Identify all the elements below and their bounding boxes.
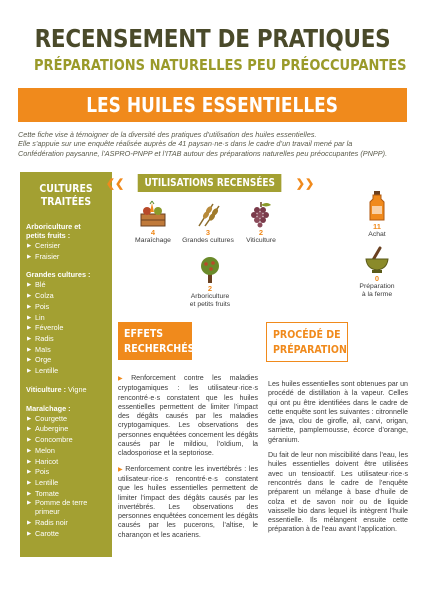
page-title: RECENSEMENT DE PRATIQUES (34, 24, 391, 53)
label-achat: Achat (368, 231, 386, 238)
usage-preparation (348, 246, 406, 300)
list-item: ▶ Féverole (26, 323, 106, 334)
label-grandes: Grandes cultures (182, 237, 234, 244)
count-arbo: 2 (207, 284, 213, 293)
usage-arboriculture (180, 256, 240, 310)
list-item: ▶ Lin (26, 313, 106, 324)
sidebar-heading: CULTURES TRAITÉES (39, 182, 93, 208)
cultures-sidebar (20, 172, 112, 557)
list-item: ▶ Maïs (26, 345, 106, 356)
bullet-arrow-icon: ▶ (118, 466, 124, 473)
list-item: ▶ Colza (26, 291, 106, 302)
list-item: ▶ Aubergine (26, 424, 106, 435)
effets-heading: EFFETS RECHERCHÉS (118, 322, 192, 360)
list-item: ▶ Radis (26, 334, 106, 345)
procede-paragraph-1: Les huiles essentielles sont obtenues par un procédé de distillation à la vapeur. Celles qui ont pu être identifiées dans le cadre de cette enquête sont les suivantes : citronnelle de java, clou de girofle, ail, carvi, origan, sarriette, pamplemousse, écorce d’orange, géranium. (268, 380, 408, 444)
bullet-arrow-icon: ▶ (118, 376, 130, 382)
list-item: ▶ Cerisier (26, 241, 106, 252)
list-item: ▶ Fraisier (26, 252, 106, 263)
category-grandes: Grandes cultures : (26, 270, 91, 280)
label-prep-1: Préparation (359, 283, 395, 290)
count-prep: 0 (374, 274, 380, 283)
list-item: ▶ Lentille (26, 366, 106, 377)
chevron-right-icon: ❯❯ (295, 177, 315, 190)
arbo-list (26, 241, 106, 262)
mara-list (26, 414, 106, 540)
banner-title: LES HUILES ESSENTIELLES (86, 93, 339, 117)
category-mara: Maraîchage : (26, 403, 71, 413)
usage-viticulture (236, 200, 286, 245)
utilisations-heading: ❮❮ UTILISATIONS RECENSÉES ❯❯ (122, 172, 298, 194)
list-item: ▶ Melon (26, 446, 106, 457)
count-achat: 11 (373, 222, 381, 231)
procede-heading: PROCÉDÉ DE PRÉPARATION (266, 322, 348, 362)
list-item: ▶ Lentille (26, 478, 106, 489)
usage-grandes-cultures (180, 200, 236, 245)
count-maraichage: 4 (150, 228, 156, 237)
count-viti: 2 (258, 228, 264, 237)
grapes-icon (246, 200, 276, 228)
list-item: ▶ Tomate (26, 489, 106, 500)
topic-banner (18, 88, 407, 122)
intro-line-2: Elle s’appuie sur une enquête réalisée auprès de 41 paysan·ne·s dans le cadre d’un travail mené par la (18, 139, 353, 149)
list-item: ▶ Radis noir (26, 518, 106, 529)
list-item: ▶ Pomme de terre primeur (26, 499, 106, 516)
wheat-icon (193, 200, 223, 228)
effets-text (118, 374, 258, 546)
fruit-tree-icon (195, 256, 225, 284)
chevron-left-icon: ❮❮ (105, 177, 125, 190)
list-item: ▶ Pois (26, 302, 106, 313)
label-maraichage: Maraîchage (135, 237, 171, 244)
list-item: ▶ Carotte (26, 529, 106, 540)
mortar-pestle-icon (362, 246, 392, 274)
vegetable-crate-icon (138, 200, 168, 228)
label-viti: Viticulture (246, 237, 276, 244)
effets-paragraph-1: ▶ Renforcement contre les maladies cryptogamiques : les utilisateur·rice·s rencontré·e·s constatent que les huiles essentielles permettent de limiter l’impact des dégâts causés par les maladies cryptogamiques. Les observations des personnes enquêtées concernent les dégâts causés par le mildiou, l’oïdium, la cladosporiose et la septoriose. (118, 374, 259, 458)
list-item: ▶ Courgette (26, 414, 106, 425)
bottle-icon (362, 190, 392, 222)
list-item: ▶ Haricot (26, 457, 106, 468)
label-arbo-2: et petits fruits (189, 301, 231, 309)
category-viti: Viticulture : Vigne (26, 384, 87, 394)
usage-achat (352, 190, 402, 239)
count-grandes: 3 (205, 228, 211, 237)
list-item: ▶ Concombre (26, 435, 106, 446)
procede-paragraph-2: Du fait de leur non miscibilité dans l’eau, les huiles essentielles doivent être utilisées avec un tensioactif. Les utilisateur·rice·s rencontrés dans le cadre de l’enquête préparent un mélange à base d’huile de colza et de savon noir ou de liquide vaisselle bio dans lequel ils intègrent l’huile essentielle. Ils mélangent ensuite cette préparation à de l’eau avant l’application. (268, 451, 408, 534)
list-item: ▶ Pois (26, 467, 106, 478)
label-arbo-1: Arboriculture (190, 293, 230, 300)
list-item: ▶ Blé (26, 280, 106, 291)
category-arbo: Arboriculture et petits fruits : (26, 222, 81, 240)
page-subtitle: PRÉPARATIONS NATURELLES PEU PRÉOCCUPANTES (34, 56, 407, 74)
intro-line-3: Confédération paysanne, l’ASPRO-PNPP et l’ITAB autour des préparations naturelles peu préoccupantes (PNPP). (18, 148, 388, 158)
procede-text (268, 380, 408, 541)
label-prep-2: à la ferme (361, 291, 393, 299)
usage-maraichage (126, 200, 180, 245)
effets-paragraph-2: ▶ Renforcement contre les invertébrés : les utilisateur·rice·s rencontré·e·s constatent que les huiles essentielles permettent de limiter l’impact des dégâts causés par les invertébrés. Les observations des personnes enquêtées concernent les dégâts causés par les pucerons, l’altise, le charançon et les acariens. (118, 464, 258, 539)
list-item: ▶ Orge (26, 355, 106, 366)
intro-text (18, 130, 413, 158)
intro-line-1: Cette fiche vise à témoigner de la diversité des pratiques d’utilisation des huiles essentielles. (18, 130, 317, 139)
grandes-list (26, 280, 106, 376)
